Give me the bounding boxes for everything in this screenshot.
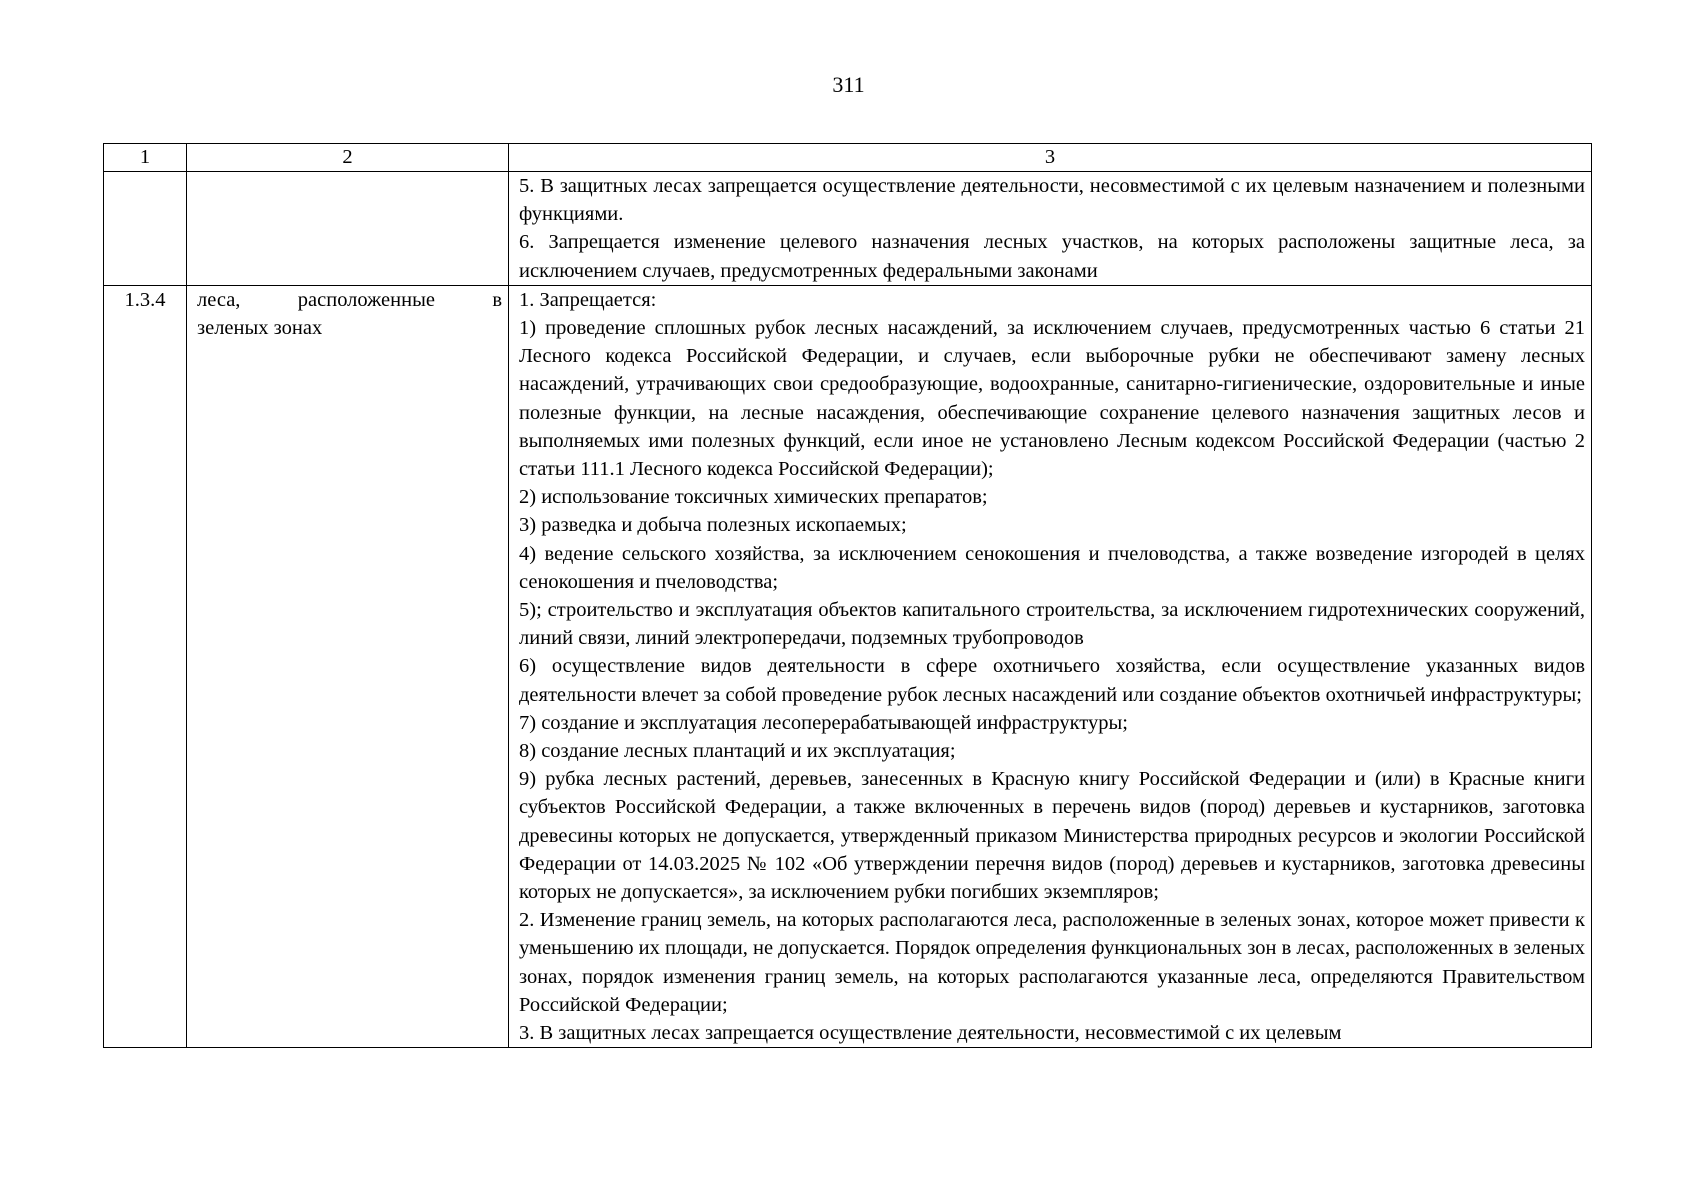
restriction-paragraph: 4) ведение сельского хозяйства, за исключением сенокошения и пчеловодства, а также возведение изгородей в целях сенокошения и пчеловодства; (519, 542, 1585, 593)
column-header-1: 1 (104, 144, 187, 172)
row-number-cell: 1.3.4 (104, 285, 187, 1047)
restriction-paragraph: 6) осуществление видов деятельности в сфере охотничьего хозяйства, если осуществление указанных видов деятельности влечет за собой проведение рубок лесных насаждений или создание объектов охотничьей инфраструктуры; (519, 655, 1585, 706)
restriction-paragraph: 3) разведка и добыча полезных ископаемых; (519, 514, 907, 537)
forest-category-line: зеленых зонах (197, 317, 323, 340)
table-row (104, 172, 1592, 286)
regulations-table (103, 143, 1592, 1048)
forest-category-cell (187, 172, 509, 286)
page-number: 311 (832, 72, 865, 97)
restriction-paragraph: 6. Запрещается изменение целевого назначения лесных участков, на которых расположены защитные леса, за исключением случаев, предусмотренных федеральными законами (519, 231, 1585, 282)
restriction-paragraph: 1. Запрещается: (519, 288, 657, 311)
restriction-paragraph: 3. В защитных лесах запрещается осуществление деятельности, несовместимой с их целевым (519, 1022, 1342, 1045)
column-header-3: 3 (509, 144, 1592, 172)
restriction-paragraph: 7) создание и эксплуатация лесоперерабатывающей инфраструктуры; (519, 711, 1128, 734)
restriction-paragraph: 9) рубка лесных растений, деревьев, занесенных в Красную книгу Российской Федерации и (или) в Красные книги субъектов Российской Федерации, а также включенных в перечень видов (пород) деревьев и кустарников, заготовка древесины которых не допускается, утвержденный приказом Министерства природных ресурсов и экологии Российской Федерации от 14.03.2025 № 102 «Об утверждении перечня видов (пород) деревьев и кустарников, заготовка древесины которых не допускается», за исключением рубки погибших экземпляров; (519, 768, 1585, 904)
restriction-paragraph: 5. В защитных лесах запрещается осуществление деятельности, несовместимой с их целевым назначением и полезными функциями. (519, 175, 1585, 226)
table-header-row (104, 144, 1592, 172)
row-number-cell (104, 172, 187, 286)
restriction-paragraph: 2) использование токсичных химических препаратов; (519, 486, 988, 509)
restriction-paragraph: 8) создание лесных плантаций и их эксплуатация; (519, 740, 956, 763)
restriction-paragraph: 1) проведение сплошных рубок лесных насаждений, за исключением случаев, предусмотренных частью 6 статьи 21 Лесного кодекса Российской Федерации, и случаев, если выборочные рубки не обеспечивают замену лесных насаждений, утрачивающих свои средообразующие, водоохранные, санитарно-гигиенические, оздоровительные и иные полезные функции, на лесные насаждения, обеспечивающие сохранение целевого назначения защитных лесов и выполняемых ими полезных функций, если иное не установлено Лесным кодексом Российской Федерации (частью 2 статьи 111.1 Лесного кодекса Российской Федерации); (519, 317, 1585, 481)
restrictions-cell (509, 172, 1592, 286)
table-row (104, 285, 1592, 1047)
forest-category-line: леса, расположенные в (197, 288, 502, 311)
restriction-paragraph: 2. Изменение границ земель, на которых располагаются леса, расположенные в зеленых зонах, которое может привести к уменьшению их площади, не допускается. Порядок определения функциональных зон в лесах, расположенных в зеленых зонах, порядок изменения границ земель, на которых располагаются указанные леса, определяются Правительством Российской Федерации; (519, 909, 1585, 1016)
column-header-2: 2 (187, 144, 509, 172)
restrictions-cell (509, 285, 1592, 1047)
restriction-paragraph: 5); строительство и эксплуатация объектов капитального строительства, за исключением гидротехнических сооружений, линий связи, линий электропередачи, подземных трубопроводов (519, 599, 1585, 650)
forest-category-cell (187, 285, 509, 1047)
